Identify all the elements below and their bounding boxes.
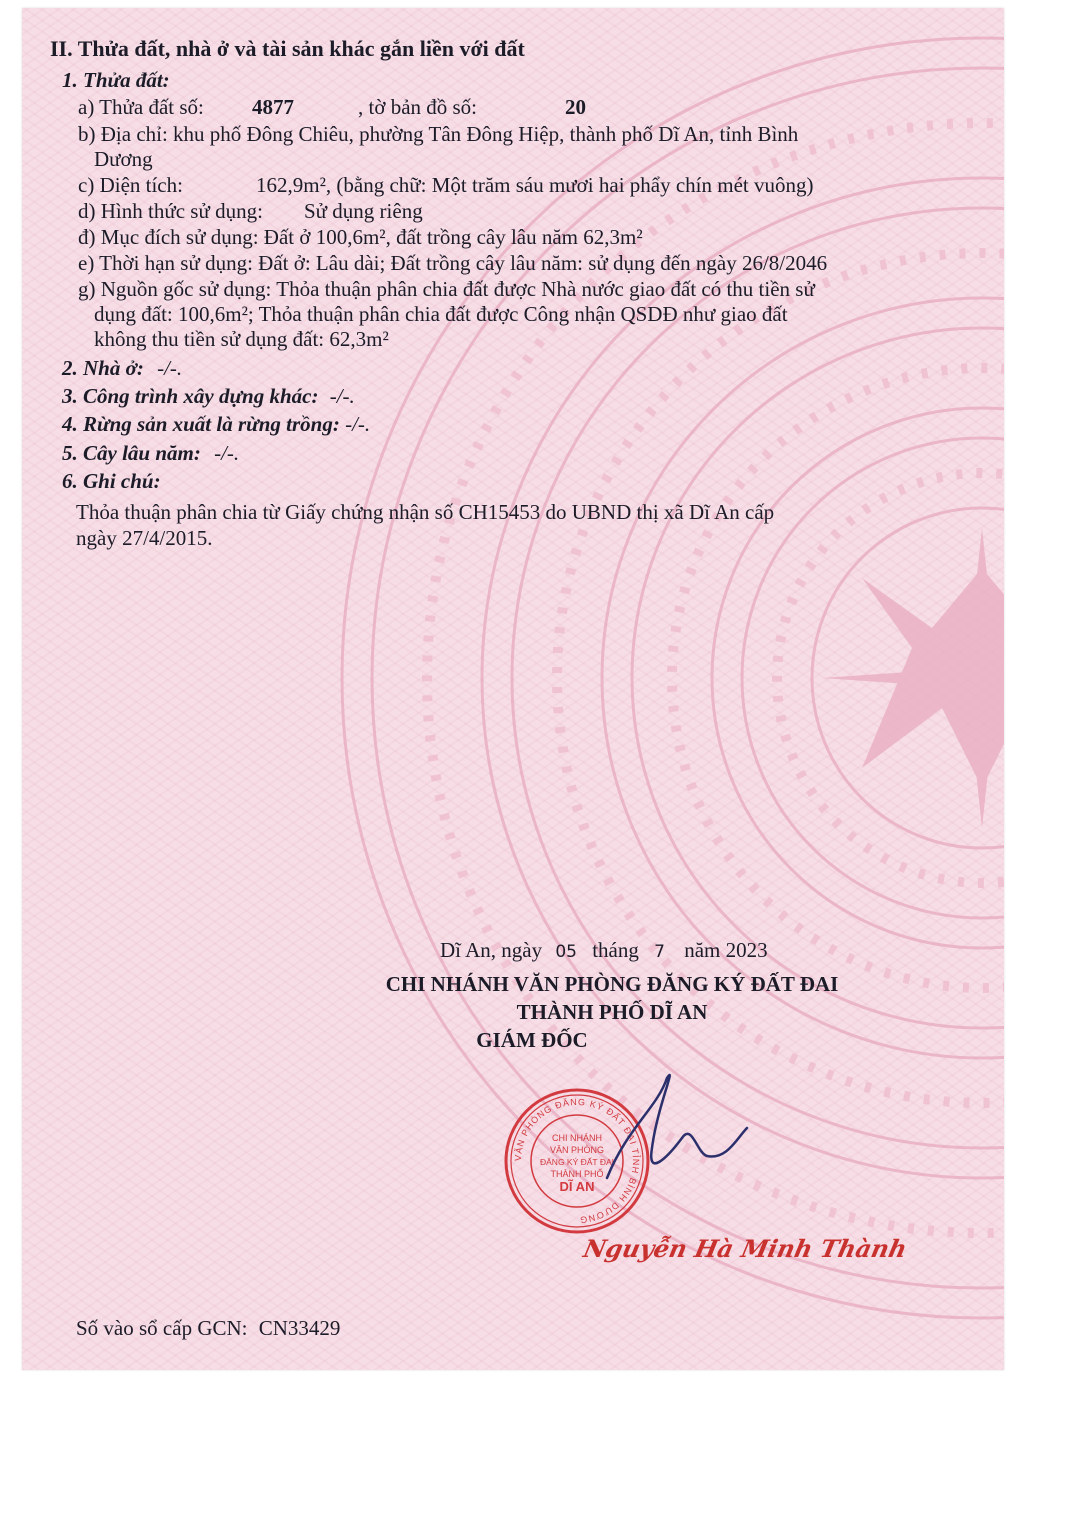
address-line-2: Dương (94, 147, 153, 171)
usage-origin-line-1: g) Nguồn gốc sử dụng: Thỏa thuận phân chia đất được Nhà nước giao đất có thu tiền sử (78, 277, 815, 301)
usage-form-label: d) Hình thức sử dụng: (78, 199, 263, 223)
perennial-label: 5. Cây lâu năm: (62, 441, 201, 465)
issuer-title: GIÁM ĐỐC (476, 1028, 588, 1052)
area-label: c) Diện tích: (78, 173, 183, 197)
forest-value: -/-. (345, 412, 371, 436)
usage-form-value: Sử dụng riêng (304, 199, 423, 223)
notes-label: 6. Ghi chú: (62, 469, 161, 493)
land-heading: 1. Thửa đất: (62, 68, 170, 92)
usage-purpose: đ) Mục đích sử dụng: Đất ở 100,6m², đất trồng cây lâu năm 62,3m² (78, 225, 643, 249)
forest-row (62, 414, 370, 435)
area-value: 162,9m², (bằng chữ: Một trăm sáu mươi hai phẩy chín mét vuông) (256, 173, 814, 197)
issue-year: năm 2023 (684, 938, 768, 962)
notes-line-1: Thỏa thuận phân chia từ Giấy chứng nhận số CH15453 do UBND thị xã Dĩ An cấp (76, 500, 775, 524)
map-sheet-label: , tờ bản đồ số: (358, 95, 478, 119)
issue-month: 7 (654, 942, 665, 962)
map-sheet-number: 20 (565, 95, 586, 119)
other-works-value: -/-. (329, 384, 355, 408)
signer-name: Nguyễn Hà Minh Thành (580, 1234, 910, 1263)
registry-row (76, 1318, 340, 1339)
perennial-value: -/-. (214, 441, 240, 465)
other-works-row (62, 386, 355, 407)
house-row (62, 358, 182, 379)
usage-origin-line-3: không thu tiền sử dụng đất: 62,3m² (94, 327, 389, 351)
address-line-1: b) Địa chỉ: khu phố Đông Chiêu, phường Tân Đông Hiệp, thành phố Dĩ An, tỉnh Bình (78, 122, 799, 146)
issue-date-line (440, 940, 768, 961)
stamp-line-1: CHI NHÁNH (551, 1133, 603, 1143)
registry-label: Số vào sổ cấp GCN: (76, 1316, 248, 1340)
registry-number: CN33429 (258, 1316, 341, 1340)
usage-origin-line-2: dụng đất: 100,6m²; Thỏa thuận phân chia đất được Công nhận QSDĐ như giao đất (94, 302, 788, 326)
issue-day: 05 (555, 942, 577, 962)
stamp-line-3: ĐĂNG KÝ ĐẤT ĐAI (540, 1157, 614, 1167)
issuer-line-2: THÀNH PHỐ DĨ AN (516, 1000, 708, 1024)
issue-month-label: tháng (592, 938, 639, 962)
other-works-label: 3. Công trình xây dựng khác: (62, 384, 319, 408)
forest-label: 4. Rừng sản xuất là rừng trồng: (62, 412, 340, 436)
usage-term: e) Thời hạn sử dụng: Đất ở: Lâu dài; Đất trồng cây lâu năm: sử dụng đến ngày 26/8/2046 (78, 251, 828, 275)
stamp-line-5: DĨ AN (559, 1179, 595, 1194)
issuer-line-1: CHI NHÁNH VĂN PHÒNG ĐĂNG KÝ ĐẤT ĐAI (385, 972, 839, 996)
parcel-number: 4877 (252, 95, 294, 119)
issue-place: Dĩ An, ngày (440, 938, 543, 962)
certificate-page (22, 8, 1004, 1370)
parcel-label: a) Thửa đất số: (78, 95, 204, 119)
notes-line-2: ngày 27/4/2015. (76, 526, 213, 550)
house-label: 2. Nhà ở: (62, 356, 144, 380)
perennial-row (62, 443, 239, 464)
house-value: -/-. (157, 356, 183, 380)
stamp-ring-text: VĂN PHÒNG ĐĂNG KÝ ĐẤT ĐAI TỈNH BÌNH DƯƠNG (512, 1096, 642, 1226)
stamp-line-4: THÀNH PHỐ (550, 1169, 604, 1179)
section-title: II. Thửa đất, nhà ở và tài sản khác gắn liền với đất (50, 36, 525, 61)
handwritten-signature-mark (597, 1068, 757, 1198)
stamp-line-2: VĂN PHÒNG (549, 1145, 605, 1155)
